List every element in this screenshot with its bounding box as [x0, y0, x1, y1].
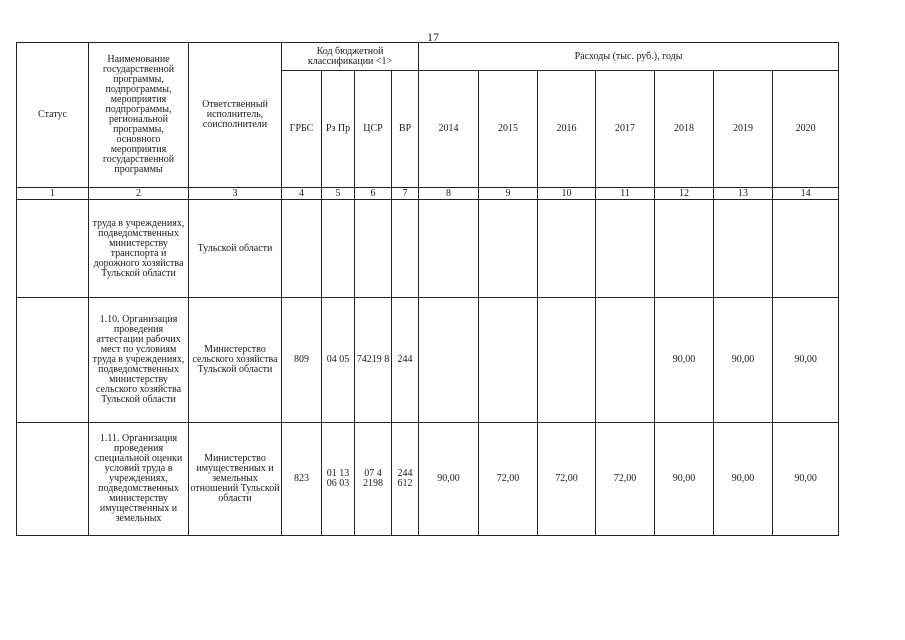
row-csr: 07 4 2198	[355, 423, 392, 536]
column-number: 13	[714, 188, 773, 200]
row-grbs: 809	[282, 298, 322, 423]
row-status	[17, 200, 89, 298]
column-number: 7	[392, 188, 419, 200]
header-row-1	[17, 43, 839, 71]
column-number-row	[17, 188, 839, 200]
row-value: 72,00	[538, 423, 596, 536]
row-value	[655, 200, 714, 298]
header-year: 2016	[538, 71, 596, 188]
row-name: 1.10. Организация проведения аттестации рабочих мест по условиям труда в учреждениях, подведомственных министерству сельского хозяйства Тульской области	[89, 298, 189, 423]
row-rzpr: 04 05	[322, 298, 355, 423]
row-value	[596, 298, 655, 423]
page-number: 17	[427, 30, 439, 44]
row-value	[419, 200, 479, 298]
row-vr: 244	[392, 298, 419, 423]
row-grbs	[282, 200, 322, 298]
column-number: 12	[655, 188, 714, 200]
row-responsible: Министерство сельского хозяйства Тульской области	[189, 298, 282, 423]
row-value: 72,00	[479, 423, 538, 536]
row-vr: 244 612	[392, 423, 419, 536]
row-responsible: Министерство имущественных и земельных отношений Тульской области	[189, 423, 282, 536]
row-value	[714, 200, 773, 298]
column-number: 6	[355, 188, 392, 200]
header-year: 2017	[596, 71, 655, 188]
header-rzpr: Рз Пр	[322, 71, 355, 188]
row-rzpr	[322, 200, 355, 298]
column-number: 8	[419, 188, 479, 200]
column-number: 5	[322, 188, 355, 200]
row-csr: 74219 8	[355, 298, 392, 423]
header-year: 2015	[479, 71, 538, 188]
row-grbs: 823	[282, 423, 322, 536]
column-number: 1	[17, 188, 89, 200]
row-responsible: Тульской области	[189, 200, 282, 298]
header-grbs: ГРБС	[282, 71, 322, 188]
column-number: 3	[189, 188, 282, 200]
row-value	[479, 200, 538, 298]
header-csr: ЦСР	[355, 71, 392, 188]
table-row	[17, 200, 839, 298]
table-row	[17, 423, 839, 536]
row-value: 90,00	[714, 423, 773, 536]
row-value: 90,00	[419, 423, 479, 536]
row-status	[17, 298, 89, 423]
table-row	[17, 298, 839, 423]
header-budget-code-group: Код бюджетной классификации <1>	[282, 43, 419, 71]
row-rzpr: 01 13 06 03	[322, 423, 355, 536]
row-value: 90,00	[773, 298, 839, 423]
row-value	[538, 200, 596, 298]
row-value: 90,00	[773, 423, 839, 536]
row-value: 90,00	[655, 423, 714, 536]
header-year: 2018	[655, 71, 714, 188]
header-responsible: Ответственный исполнитель, соисполнители	[189, 43, 282, 188]
column-number: 4	[282, 188, 322, 200]
row-status	[17, 423, 89, 536]
row-value	[538, 298, 596, 423]
header-vr: ВР	[392, 71, 419, 188]
budget-table	[16, 42, 839, 536]
header-name: Наименование государственной программы, подпрограммы, мероприятия подпрограммы, региональной программы, основного мероприятия государственной программы	[89, 43, 189, 188]
column-number: 14	[773, 188, 839, 200]
header-year: 2020	[773, 71, 839, 188]
column-number: 10	[538, 188, 596, 200]
row-csr	[355, 200, 392, 298]
row-name: 1.11. Организация проведения специальной оценки условий труда в учреждениях, подведомственных министерству имущественных и земельных	[89, 423, 189, 536]
header-year: 2019	[714, 71, 773, 188]
row-value	[479, 298, 538, 423]
row-value: 90,00	[714, 298, 773, 423]
row-value	[419, 298, 479, 423]
row-value	[596, 200, 655, 298]
row-value: 90,00	[655, 298, 714, 423]
row-name: труда в учреждениях, подведомственных министерству транспорта и дорожного хозяйства Тульской области	[89, 200, 189, 298]
row-vr	[392, 200, 419, 298]
header-expenses-group: Расходы (тыс. руб.), годы	[419, 43, 839, 71]
column-number: 2	[89, 188, 189, 200]
column-number: 9	[479, 188, 538, 200]
row-value: 72,00	[596, 423, 655, 536]
header-status: Статус	[17, 43, 89, 188]
header-year: 2014	[419, 71, 479, 188]
column-number: 11	[596, 188, 655, 200]
row-value	[773, 200, 839, 298]
